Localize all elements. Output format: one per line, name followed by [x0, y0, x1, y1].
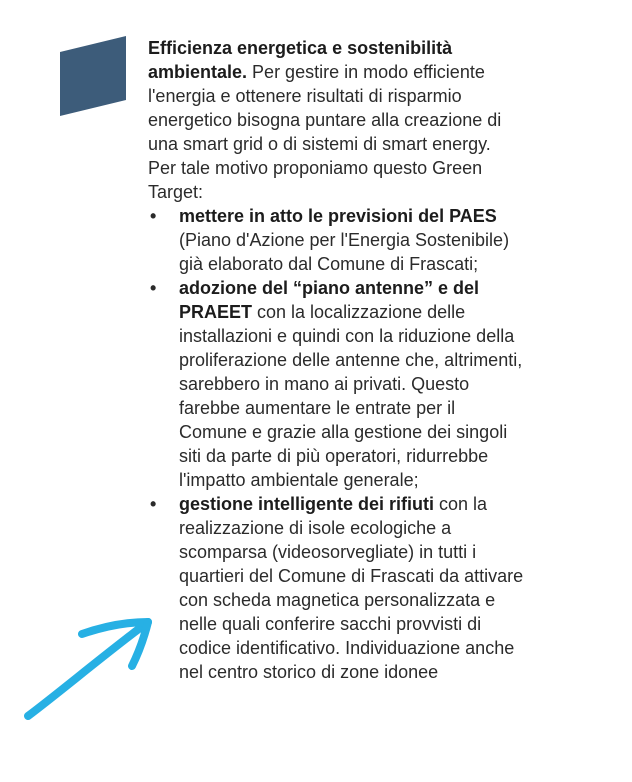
list-item-bold: gestione intelligente dei rifiuti [179, 494, 435, 514]
intro-title: Efficienza energetica e sostenibilità ambientale. [148, 38, 453, 82]
list-item-text: (Piano d'Azione per l'Energia Sostenibile) già elaborato dal Comune di Frascati; [179, 230, 510, 274]
list-item-text: con la realizzazione di isole ecologiche a scomparsa (videosorvegliate) in tutti i quartieri del Comune di Frascati da attivare con scheda magnetica personalizzata e nelle quali conferire sacchi provvisti di codice identificativo. Individuazione anche nel centro storico di zone idonee [179, 494, 524, 682]
green-target-paragraph: Per tale motivo proponiamo questo Green Target: [148, 158, 483, 202]
bullet-marker: • [150, 206, 157, 226]
hand-drawn-arrow-icon [20, 612, 160, 732]
list-item [148, 276, 528, 492]
list-item [148, 204, 528, 276]
list-item-bold: adozione del “piano antenne” e del PRAEET [179, 278, 480, 322]
parallelogram-logo-icon [58, 36, 128, 116]
intro-paragraph [148, 36, 528, 156]
list-item-text: con la localizzazione delle installazioni e quindi con la riduzione della proliferazione delle antenne che, altrimenti, sarebbero in mano ai privati. Questo farebbe aumentare le entrate per il Comune e grazie alla gestione dei singoli siti da parte di più operatori, ridurrebbe l'impatto ambientale generale; [179, 302, 523, 490]
bullet-marker: • [150, 278, 157, 298]
document-text [148, 36, 528, 684]
list-item-bold: mettere in atto le previsioni del PAES [179, 206, 497, 226]
list-item [148, 492, 528, 684]
intro-text: Per gestire in modo efficiente l'energia e ottenere risultati di risparmio energetico bisogna puntare alla creazione di una smart grid o di sistemi di smart energy. [148, 62, 502, 154]
green-target-list [148, 204, 528, 684]
bullet-marker: • [150, 494, 157, 514]
